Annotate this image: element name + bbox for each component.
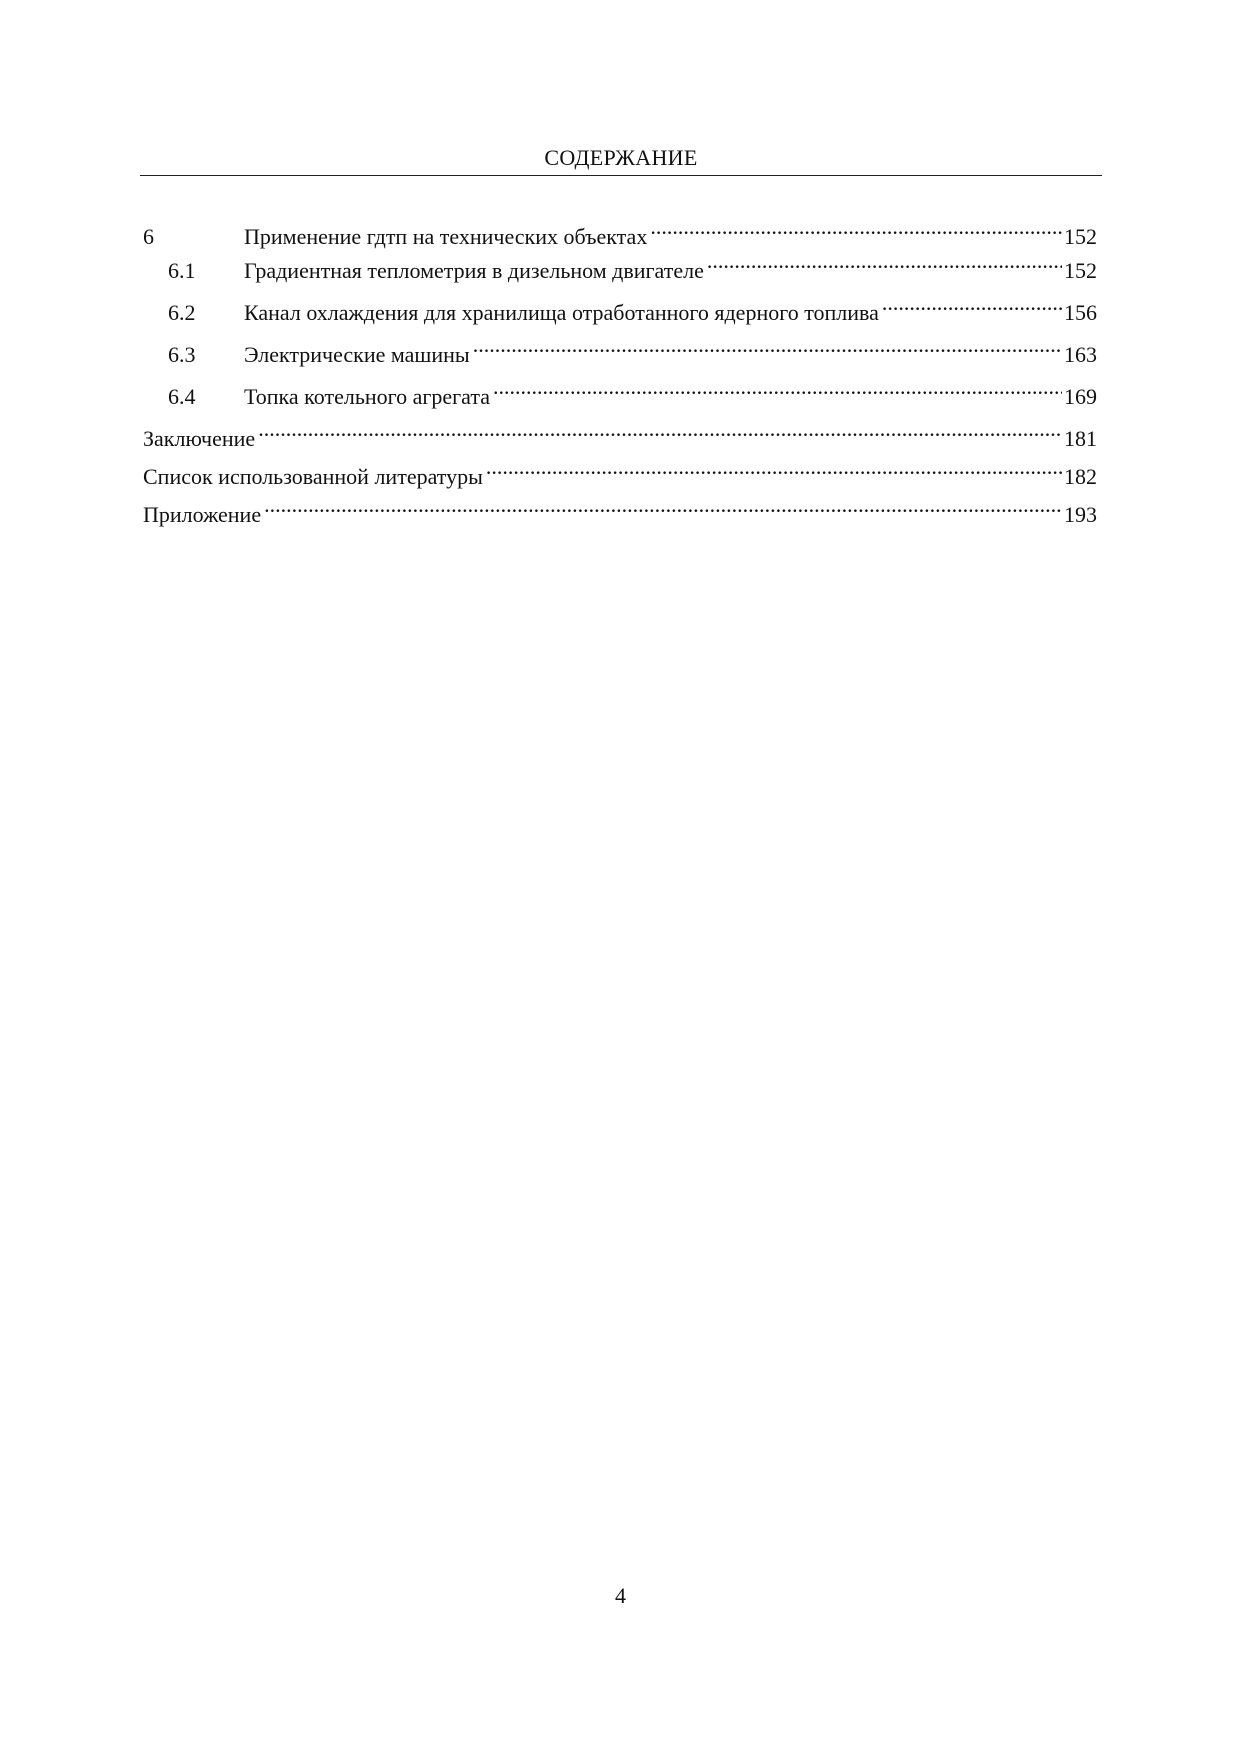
page-number: 4: [615, 1583, 626, 1608]
toc-entry-page: 163: [1064, 342, 1097, 367]
toc-entry-title: Заключение: [143, 426, 256, 451]
toc-entry-number: 6: [143, 224, 154, 249]
toc-dot-leader: [258, 416, 1062, 446]
toc-entry-page: 152: [1064, 224, 1097, 249]
toc-entry-appendix[interactable]: [143, 492, 1097, 527]
toc-entry-number: 6.3: [168, 342, 196, 367]
header-divider: [140, 175, 1102, 176]
toc-entry-title: Градиентная теплометрия в дизельном двигателе: [244, 258, 704, 283]
toc-entry-title: Канал охлаждения для хранилища отработанного ядерного топлива: [244, 300, 879, 325]
toc-entry-6[interactable]: [143, 214, 1097, 249]
toc-entry-page: 181: [1064, 426, 1097, 451]
page-title: СОДЕРЖАНИЕ: [544, 145, 698, 170]
toc-entry-6-1[interactable]: [143, 248, 1097, 283]
toc-entry-conclusion[interactable]: [143, 416, 1097, 451]
toc-entry-references[interactable]: [143, 454, 1097, 489]
toc-dot-leader: [473, 332, 1062, 362]
toc-dot-leader: [707, 248, 1062, 278]
toc-entry-6-3[interactable]: [143, 332, 1097, 367]
toc-entry-title: Применение гдтп на технических объектах: [244, 224, 648, 249]
toc-entry-title: Электрические машины: [244, 342, 470, 367]
toc-entry-page: 152: [1064, 258, 1097, 283]
toc-entry-title: Список использованной литературы: [143, 464, 483, 489]
toc-entry-6-2[interactable]: [143, 290, 1097, 325]
toc-dot-leader: [486, 454, 1062, 484]
toc-entry-page: 193: [1064, 502, 1097, 527]
toc-dot-leader: [882, 290, 1062, 320]
toc-entry-title: Топка котельного агрегата: [244, 384, 491, 409]
toc-dot-leader: [650, 214, 1062, 244]
toc-entry-page: 182: [1064, 464, 1097, 489]
toc-dot-leader: [493, 374, 1062, 404]
toc-entry-title: Приложение: [143, 502, 262, 527]
toc-dot-leader: [264, 492, 1062, 522]
toc-entry-page: 169: [1064, 384, 1097, 409]
toc-entry-page: 156: [1064, 300, 1097, 325]
toc-entry-number: 6.2: [168, 300, 196, 325]
toc-entry-number: 6.1: [168, 258, 196, 283]
toc-entry-number: 6.4: [168, 384, 196, 409]
toc-entry-6-4[interactable]: [143, 374, 1097, 409]
